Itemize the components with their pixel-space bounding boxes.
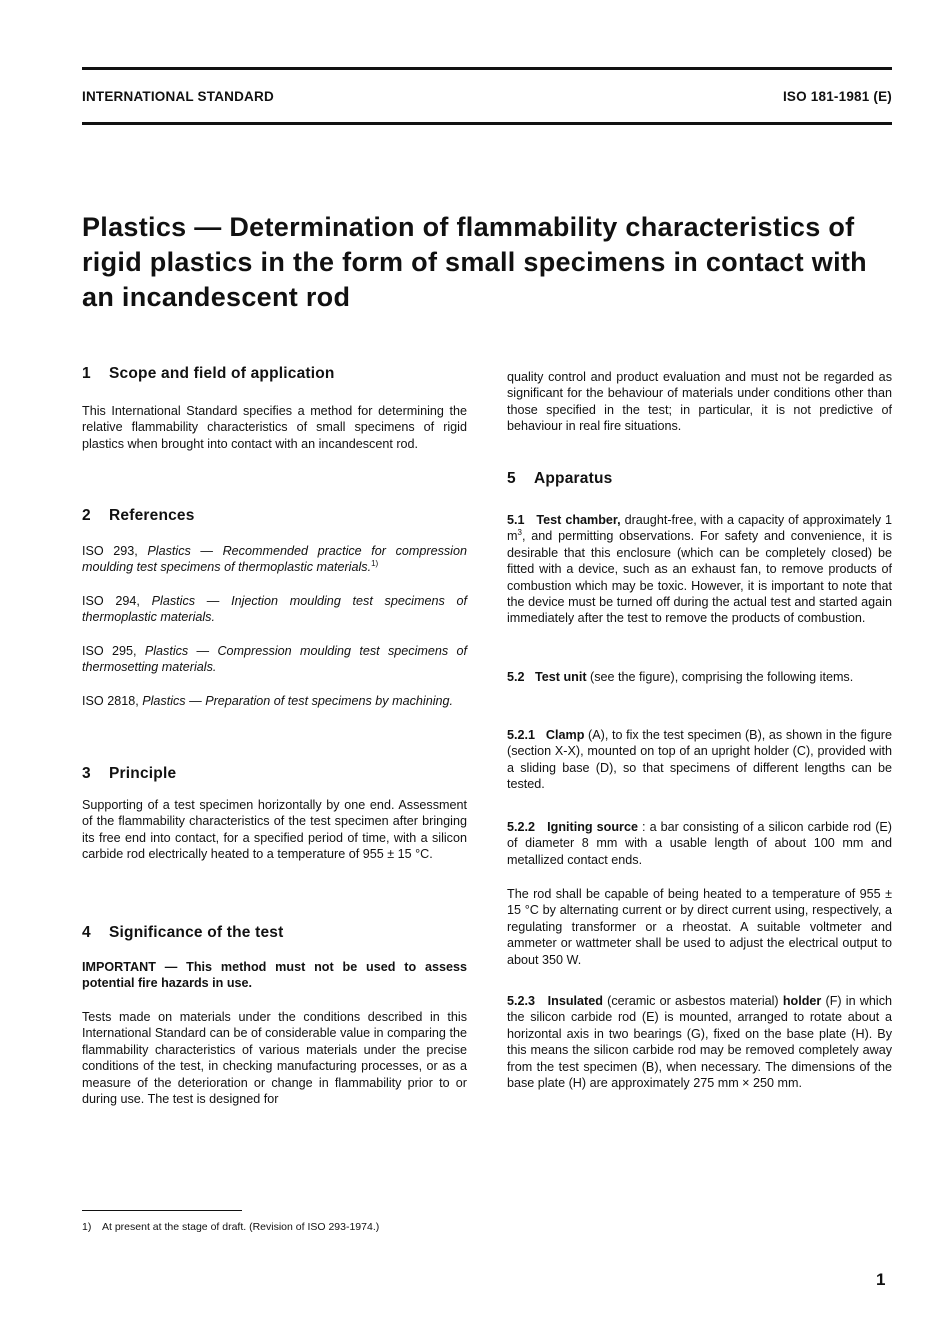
paragraph (507, 993, 892, 1091)
footnote-marker: 1) (82, 1221, 92, 1233)
section-heading (82, 366, 467, 382)
section-heading (82, 766, 467, 782)
paragraph (82, 959, 467, 992)
paragraph (82, 1009, 467, 1107)
text-run: ISO 2818, (82, 694, 143, 708)
document-type-label: INTERNATIONAL STANDARD (82, 89, 274, 104)
paragraph (82, 543, 467, 576)
section-heading (82, 508, 467, 524)
section-title: Significance of the test (109, 924, 284, 941)
section-title: References (109, 507, 195, 524)
section-title: Scope and field of application (109, 365, 335, 382)
section-number: 4 (82, 924, 91, 941)
superscript: 3 (517, 528, 522, 538)
text-run: Plastics — Preparation of test specimens by machining. (142, 694, 454, 708)
text-run: Plastics — Injection moulding test specimens of thermoplastic materials. (82, 594, 467, 625)
paragraph (82, 643, 467, 676)
section-title: Apparatus (534, 470, 613, 487)
document-title: Plastics — Determination of flammability characteristics of rigid plastics in the form of small specimens in contact with an incandescent rod (82, 212, 867, 312)
text-run: ISO 294, (82, 594, 152, 608)
text-run: quality control and product evaluation and must not be regarded as significant for the behaviour of materials under conditions other than those specified in the test; in particular, it is not predictive of behaviour in real fire situations. (507, 370, 892, 434)
text-run: 5.2.2 Igniting source (507, 820, 638, 834)
text-run: Supporting of a test specimen horizontally by one end. Assessment of the flammability characteristics of the test specimen after bringing its free end into contact, for a specified period of time, with a silicon carbide rod electrically heated to a temperature of 955 ± 15 °C. (82, 798, 467, 862)
text-run: IMPORTANT — This method must not be used to assess potential fire hazards in use. (82, 960, 467, 991)
section-number: 3 (82, 765, 91, 782)
paragraph (82, 797, 467, 863)
text-run: : a bar consisting of a silicon carbide rod (E) of diameter 8 mm with a usable length of about 100 mm and metallized contact ends. (507, 820, 892, 867)
paragraph (82, 593, 467, 626)
text-run: The rod shall be capable of being heated to a temperature of 955 ± 15 °C by alternating current or by direct current using, respectively, a regulating transformer or a rheostat. A suitable voltmeter and ammeter or wattmeter shall be used to adjust the electrical output to about 350 W. (507, 887, 892, 967)
text-run: , and permitting observations. For safety and convenience, it is desirable that this enclosure (which can be completely closed) be fitted with a device, such as an exhaust fan, to remove products of combustion which may be toxic. However, it is important to note that the device must be turned off during the actual test and started again immediately after the test to remove the products of combustion. (507, 529, 892, 626)
text-run: holder (782, 994, 822, 1008)
paragraph (82, 403, 467, 452)
text-run: 5.2 Test unit (507, 670, 587, 684)
standard-number: ISO 181-1981 (E) (782, 89, 892, 104)
header-top-rule (82, 67, 892, 70)
text-run: (see the figure), comprising the following items. (586, 670, 854, 684)
text-run: ISO 295, (82, 644, 145, 658)
paragraph (507, 669, 892, 685)
footnote-rule (82, 1210, 242, 1211)
paragraph (82, 693, 467, 709)
section-number: 2 (82, 507, 91, 524)
text-run: 5.2.1 Clamp (507, 728, 585, 742)
section-number: 1 (82, 365, 91, 382)
section-title: Principle (109, 765, 177, 782)
superscript: 1) (371, 559, 379, 569)
text-run: (ceramic or asbestos material) (602, 994, 783, 1008)
paragraph (507, 512, 892, 627)
section-number: 5 (507, 470, 516, 487)
section-heading (507, 471, 892, 487)
footnote (82, 1221, 379, 1233)
header-bottom-rule (82, 122, 892, 125)
footnote-text: At present at the stage of draft. (Revision of ISO 293-1974.) (102, 1221, 380, 1233)
paragraph (507, 727, 892, 793)
text-run: Plastics — Recommended practice for compression moulding test specimens of thermoplastic materials. (82, 544, 467, 575)
paragraph (507, 369, 892, 435)
text-run: (F) in which the silicon carbide rod (E) is mounted, arranged to rotate about a horizontal axis in two bearings (G), fixed on the base plate (H). By this means the silicon carbide rod may be removed completely away from the test specimen (B), when necessary. The dimensions of the base plate (H) are approximately 275 mm × 250 mm. (507, 994, 893, 1091)
paragraph (507, 886, 892, 968)
paragraph (507, 819, 892, 868)
section-heading (82, 925, 467, 941)
text-run: Plastics — Compression moulding test specimens of thermosetting materials. (82, 644, 467, 675)
page-number: 1 (876, 1270, 886, 1289)
text-run: 5.1 Test chamber, (507, 513, 621, 527)
text-run: Tests made on materials under the conditions described in this International Standard can be of considerable value in comparing the flammability characteristics of various materials under the precise conditions of the test, in checking manufacturing processes, or as a measure of the deterioration or change in flammability prior to or during use. The test is designed for (82, 1010, 467, 1107)
text-run: This International Standard specifies a method for determining the relative flammability characteristics of small specimens of rigid plastics when brought into contact with an incandescent rod. (82, 404, 467, 451)
text-run: ISO 293, (82, 544, 148, 558)
text-run: (A), to fix the test specimen (B), as shown in the figure (section X-X), mounted on top of an upright holder (C), provided with a sliding base (D), so that specimens of different lengths can be tested. (507, 728, 892, 792)
text-run: draught-free, with a capacity of approximately 1 m (507, 513, 893, 544)
text-run: 5.2.3 Insulated (507, 994, 603, 1008)
